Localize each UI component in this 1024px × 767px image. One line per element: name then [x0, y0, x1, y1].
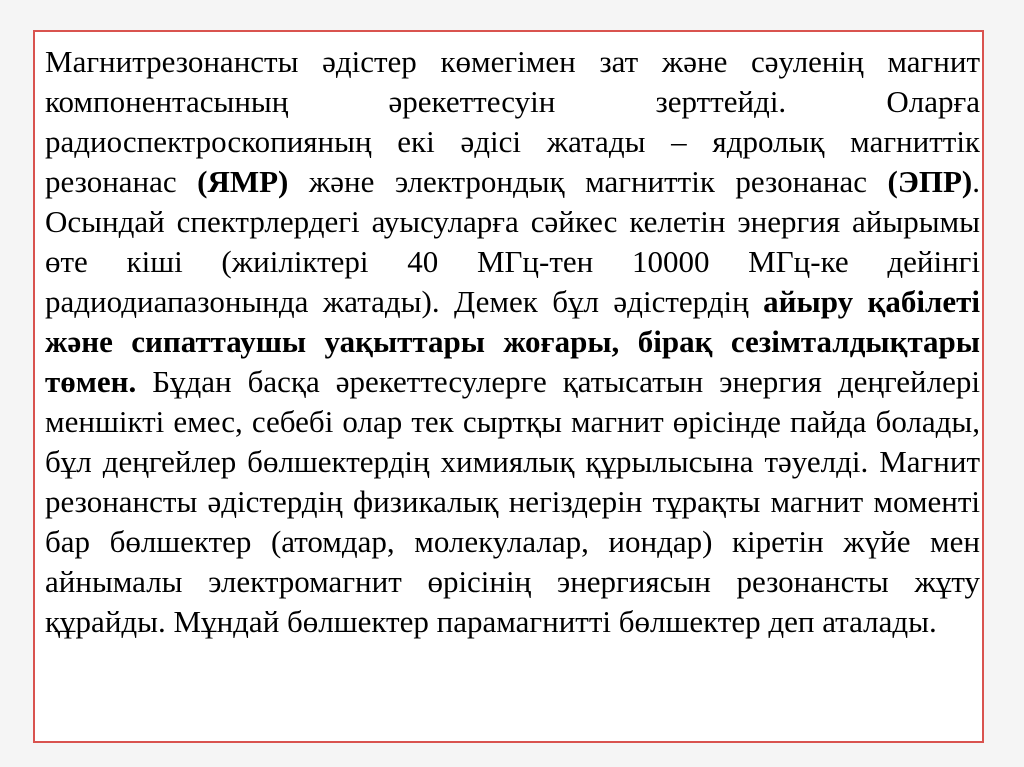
body-paragraph [45, 42, 980, 642]
bold-statement: айыру қабілеті және сипаттаушы уақыттары жоғары, бірақ сезімталдықтары төмен. [45, 284, 980, 399]
nmr-abbreviation: (ЯМР) [197, 164, 289, 199]
text-segment-3: және электрондық магниттік резонанас [288, 164, 888, 199]
text-segment-7: Бұдан басқа әрекеттесулерге қатысатын энергия деңгейлері меншікті емес, себебі олар тек сыртқы магнит өрісінде пайда болады, бұл деңгейлер бөлшектердің химиялық құрылысына тәуелді. Магнит резонансты әдістердің физикалық негіздерін тұрақты магнит моменті бар бөлшектер (атомдар, молекулалар, иондар) кіретін жүйе мен айнымалы электромагнит өрісінің энергиясын резонансты жұту құрайды. Мұндай бөлшектер парамагнитті бөлшектер деп аталады. [45, 364, 980, 639]
text-segment-1: Магнитрезонансты әдістер көмегімен зат және сәуленің магнит компонентасының әрекеттесуін зерттейді. Оларға радиоспектроскопияның екі әдісі жатады – ядролық магниттік резонанас [45, 44, 980, 199]
epr-abbreviation: (ЭПР) [887, 164, 973, 199]
text-segment-5: . Осындай спектрлердегі ауысуларға сәйкес келетін энергия айырымы өте кіші (жиіліктері 40 МГц-тен 10000 МГц-ке дейінгі радиодиапазонында жатады). Демек бұл әдістердің [45, 164, 980, 319]
